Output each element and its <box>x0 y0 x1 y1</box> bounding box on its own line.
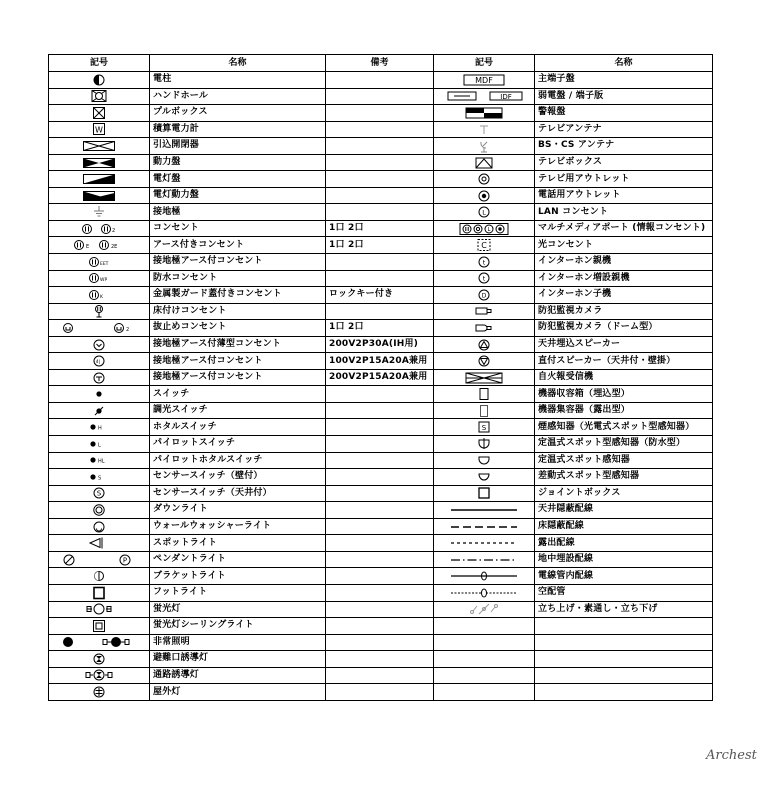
line-conduit-icon <box>434 568 535 585</box>
passage-light-icon <box>49 667 150 684</box>
header-symbol-2: 記号 <box>434 55 535 72</box>
item-note <box>326 601 434 618</box>
table-row <box>49 72 713 89</box>
item-note: 1口 2口 <box>326 320 434 337</box>
item-note <box>326 634 434 651</box>
ground-symbol-icon <box>49 204 150 221</box>
smoke-detector-icon <box>434 419 535 436</box>
outlet-earth-icon <box>49 237 150 254</box>
item-note: ロックキー付き <box>326 287 434 304</box>
svg-text:EET: EET <box>100 261 109 267</box>
diagonal-fill-rect-icon <box>49 187 150 204</box>
item-name-2: 主端子盤 <box>535 72 713 89</box>
table-row <box>49 618 713 635</box>
bs-antenna-icon <box>434 138 535 155</box>
ceiling-speaker-icon <box>434 336 535 353</box>
svg-text:t: t <box>482 275 486 283</box>
mdf-box-icon <box>434 72 535 89</box>
svg-text:2E: 2E <box>111 244 118 251</box>
handhole-box-icon <box>49 88 150 105</box>
idf-box-icon <box>434 88 535 105</box>
table-body <box>49 72 713 701</box>
table-row <box>49 138 713 155</box>
outdoor-light-icon <box>49 684 150 701</box>
table-row <box>49 386 713 403</box>
table-row <box>49 518 713 535</box>
item-note <box>326 270 434 287</box>
table-row <box>49 436 713 453</box>
item-name-2: インターホン親機 <box>535 254 713 271</box>
item-note <box>326 535 434 552</box>
item-name-2: 機器集容器（露出型） <box>535 402 713 419</box>
svg-text:4|: 4| <box>95 360 101 366</box>
empty-symbol-cell <box>434 667 535 684</box>
svg-text:2: 2 <box>126 326 130 333</box>
item-note <box>326 154 434 171</box>
item-name-2: テレビボックス <box>535 154 713 171</box>
item-name-2 <box>535 651 713 668</box>
header-symbol: 記号 <box>49 55 150 72</box>
item-name: 接地極アース付薄型コンセント <box>150 336 326 353</box>
item-name-2: インターホン子機 <box>535 287 713 304</box>
item-note <box>326 121 434 138</box>
item-name-2: 地中埋設配線 <box>535 551 713 568</box>
empty-symbol-cell <box>434 634 535 651</box>
item-name: 蛍光灯シーリングライト <box>150 618 326 635</box>
item-name-2: 弱電盤 / 端子版 <box>535 88 713 105</box>
header-name: 名称 <box>150 55 326 72</box>
item-note <box>326 187 434 204</box>
item-name-2: 自火報受信機 <box>535 369 713 386</box>
svg-text:S: S <box>98 475 102 482</box>
table-row <box>49 369 713 386</box>
item-name: ウォールウォッシャーライト <box>150 518 326 535</box>
item-name: センサースイッチ（天井付） <box>150 485 326 502</box>
item-note: 100V2P15A20A兼用 <box>326 353 434 370</box>
item-name: 調光スイッチ <box>150 402 326 419</box>
item-note <box>326 72 434 89</box>
item-note <box>326 402 434 419</box>
switch-l-icon <box>49 436 150 453</box>
item-name-2: 床隠蔽配線 <box>535 518 713 535</box>
joint-box-icon <box>434 485 535 502</box>
tv-box-icon <box>434 154 535 171</box>
item-name: 金属製ガード蓋付きコンセント <box>150 287 326 304</box>
item-note <box>326 138 434 155</box>
item-name: 電灯盤 <box>150 171 326 188</box>
table-row <box>49 402 713 419</box>
brand-logo: Archest <box>706 748 757 763</box>
empty-symbol-cell <box>434 618 535 635</box>
outlet-k-icon <box>49 287 150 304</box>
item-name: 引込開閉器 <box>150 138 326 155</box>
item-name: パイロットホタルスイッチ <box>150 452 326 469</box>
circle-t-icon <box>49 369 150 386</box>
item-note: 200V2P30A(IH用) <box>326 336 434 353</box>
dimmer-switch-icon <box>49 402 150 419</box>
direct-speaker-icon <box>434 353 535 370</box>
item-name-2: 防犯監視カメラ <box>535 303 713 320</box>
table-row <box>49 187 713 204</box>
table-row <box>49 237 713 254</box>
table-header-row <box>49 55 713 72</box>
item-name: 接地極アース付コンセント <box>150 254 326 271</box>
item-name-2: LAN コンセント <box>535 204 713 221</box>
floor-outlet-icon <box>49 303 150 320</box>
item-name-2: ジョイントボックス <box>535 485 713 502</box>
w-box-icon <box>49 121 150 138</box>
item-note <box>326 254 434 271</box>
item-name: スポットライト <box>150 535 326 552</box>
table-row <box>49 303 713 320</box>
item-name-2: インターホン増設親機 <box>535 270 713 287</box>
item-note <box>326 419 434 436</box>
thin-outlet-icon <box>49 336 150 353</box>
item-name: 非常照明 <box>150 634 326 651</box>
table-row <box>49 452 713 469</box>
bowtie-rect-icon <box>49 154 150 171</box>
wallwasher-icon <box>49 518 150 535</box>
item-note <box>326 386 434 403</box>
svg-text:L: L <box>487 226 491 233</box>
item-name-2: マルチメディアポート (情報コンセント) <box>535 220 713 237</box>
bracket-icon <box>49 568 150 585</box>
item-name: ハンドホール <box>150 88 326 105</box>
item-name-2 <box>535 667 713 684</box>
table-row <box>49 502 713 519</box>
item-name: 抜止めコンセント <box>150 320 326 337</box>
heat-detector-wp-icon <box>434 436 535 453</box>
item-note <box>326 303 434 320</box>
table-row <box>49 551 713 568</box>
table-row <box>49 270 713 287</box>
line-dash-dot-icon <box>434 551 535 568</box>
line-solid-icon <box>434 502 535 519</box>
item-name: ダウンライト <box>150 502 326 519</box>
item-note <box>326 171 434 188</box>
item-note <box>326 667 434 684</box>
line-short-dash-icon <box>434 535 535 552</box>
table-row <box>49 684 713 701</box>
item-name: パイロットスイッチ <box>150 436 326 453</box>
table-row <box>49 353 713 370</box>
table-row <box>49 171 713 188</box>
table-row <box>49 568 713 585</box>
item-note <box>326 436 434 453</box>
item-name-2: 煙感知器（光電式スポット型感知器） <box>535 419 713 436</box>
lan-outlet-icon <box>434 204 535 221</box>
item-name-2: テレビ用アウトレット <box>535 171 713 188</box>
item-name: プルボックス <box>150 105 326 122</box>
multimedia-port-icon <box>434 220 535 237</box>
item-name: アース付きコンセント <box>150 237 326 254</box>
item-note <box>326 684 434 701</box>
table-row <box>49 634 713 651</box>
ceiling-fluorescent-icon <box>49 618 150 635</box>
item-name: 通路誘導灯 <box>150 667 326 684</box>
riser-symbols-icon <box>434 601 535 618</box>
table-row <box>49 105 713 122</box>
circle-200-icon <box>49 353 150 370</box>
item-name-2: 立ち上げ・素通し・立ち下げ <box>535 601 713 618</box>
table-row <box>49 254 713 271</box>
item-name: 防水コンセント <box>150 270 326 287</box>
locking-outlet-icon <box>49 320 150 337</box>
table-row <box>49 154 713 171</box>
table-row <box>49 651 713 668</box>
svg-text:S: S <box>96 489 102 498</box>
item-name: 床付けコンセント <box>150 303 326 320</box>
item-name: 屋外灯 <box>150 684 326 701</box>
item-note <box>326 502 434 519</box>
item-note: 200V2P15A20A兼用 <box>326 369 434 386</box>
table-row <box>49 320 713 337</box>
fire-receiver-icon <box>434 369 535 386</box>
crossed-box-icon <box>49 105 150 122</box>
item-name-2: 電話用アウトレット <box>535 187 713 204</box>
item-name: ブラケットライト <box>150 568 326 585</box>
item-note <box>326 568 434 585</box>
svg-text:2: 2 <box>112 227 116 234</box>
table-row <box>49 121 713 138</box>
item-note <box>326 105 434 122</box>
item-name-2: 機器収容箱（埋込型） <box>535 386 713 403</box>
item-note <box>326 88 434 105</box>
item-name-2: 天井隠蔽配線 <box>535 502 713 519</box>
item-note <box>326 518 434 535</box>
item-note: 1口 2口 <box>326 237 434 254</box>
item-name-2: 空配管 <box>535 584 713 601</box>
heat-detector-icon <box>434 452 535 469</box>
alarm-panel-icon <box>434 105 535 122</box>
outlet-wp-icon <box>49 270 150 287</box>
svg-text:E: E <box>86 244 90 251</box>
intercom-extension-icon <box>434 270 535 287</box>
item-name: 接地極アース付コンセント <box>150 369 326 386</box>
svg-text:MDF: MDF <box>475 75 493 85</box>
intercom-sub-icon <box>434 287 535 304</box>
item-name-2: 防犯監視カメラ（ドーム型） <box>535 320 713 337</box>
line-long-dash-icon <box>434 518 535 535</box>
outlet-eet-icon <box>49 254 150 271</box>
item-note <box>326 485 434 502</box>
svg-text:IDF: IDF <box>500 93 512 102</box>
table-row <box>49 336 713 353</box>
table-row <box>49 88 713 105</box>
switch-h-icon <box>49 419 150 436</box>
footlight-icon <box>49 584 150 601</box>
header-note: 備考 <box>326 55 434 72</box>
item-note <box>326 651 434 668</box>
svg-text:W: W <box>95 125 103 135</box>
exit-light-icon <box>49 651 150 668</box>
item-name-2: 電線管内配線 <box>535 568 713 585</box>
item-name-2 <box>535 684 713 701</box>
item-name: 動力盤 <box>150 154 326 171</box>
item-name-2: 光コンセント <box>535 237 713 254</box>
item-name: フットライト <box>150 584 326 601</box>
svg-text:L: L <box>482 208 486 217</box>
item-name: 電灯動力盤 <box>150 187 326 204</box>
svg-text:HL: HL <box>98 458 105 465</box>
svg-text:H: H <box>98 425 102 432</box>
switch-s-icon <box>49 469 150 486</box>
phone-outlet-icon <box>434 187 535 204</box>
item-name-2: 天井埋込スピーカー <box>535 336 713 353</box>
outlet-icon <box>49 220 150 237</box>
empty-symbol-cell <box>434 651 535 668</box>
item-name-2: 警報盤 <box>535 105 713 122</box>
item-name: コンセント <box>150 220 326 237</box>
table-row <box>49 469 713 486</box>
svg-text:t: t <box>482 259 486 267</box>
rate-of-rise-detector-icon <box>434 469 535 486</box>
spotlight-icon <box>49 535 150 552</box>
item-name-2: 直付スピーカー（天井付・壁掛） <box>535 353 713 370</box>
tv-antenna-icon <box>434 121 535 138</box>
item-note <box>326 452 434 469</box>
line-empty-conduit-icon <box>434 584 535 601</box>
svg-text:C: C <box>481 241 487 251</box>
svg-text:D: D <box>481 292 487 300</box>
switch-hl-icon <box>49 452 150 469</box>
svg-text:K: K <box>100 294 103 300</box>
item-note <box>326 469 434 486</box>
svg-text:L: L <box>98 442 101 449</box>
item-name-2: 差動式スポット型感知器 <box>535 469 713 486</box>
device-box-embedded-icon <box>434 386 535 403</box>
table-row <box>49 535 713 552</box>
crossed-rect-icon <box>49 138 150 155</box>
half-filled-circle-icon <box>49 72 150 89</box>
svg-text:P: P <box>122 556 128 565</box>
item-name: 積算電力計 <box>150 121 326 138</box>
symbol-legend-table <box>48 54 713 701</box>
emergency-light-icon <box>49 634 150 651</box>
svg-text:S: S <box>481 424 487 433</box>
device-box-exposed-icon <box>434 402 535 419</box>
item-name-2 <box>535 618 713 635</box>
item-name: 接地極 <box>150 204 326 221</box>
item-note <box>326 618 434 635</box>
table-row <box>49 601 713 618</box>
item-name: 接地極アース付コンセント <box>150 353 326 370</box>
svg-text:WP: WP <box>100 278 108 284</box>
item-name-2: BS・CS アンテナ <box>535 138 713 155</box>
tv-outlet-icon <box>434 171 535 188</box>
item-name-2: 定温式スポット型感知器（防水型） <box>535 436 713 453</box>
item-name-2 <box>535 634 713 651</box>
header-name-2: 名称 <box>535 55 713 72</box>
item-name-2: テレビアンテナ <box>535 121 713 138</box>
circle-s-icon <box>49 485 150 502</box>
table-row <box>49 204 713 221</box>
diagonal-half-rect-icon <box>49 171 150 188</box>
item-note <box>326 584 434 601</box>
pendant-icon <box>49 551 150 568</box>
fluorescent-icon <box>49 601 150 618</box>
item-note <box>326 204 434 221</box>
item-name: ホタルスイッチ <box>150 419 326 436</box>
item-name: スイッチ <box>150 386 326 403</box>
downlight-icon <box>49 502 150 519</box>
item-name: 避難口誘導灯 <box>150 651 326 668</box>
item-name-2: 露出配線 <box>535 535 713 552</box>
item-note: 1口 2口 <box>326 220 434 237</box>
table-row <box>49 287 713 304</box>
table-row <box>49 419 713 436</box>
table-row <box>49 667 713 684</box>
item-note <box>326 551 434 568</box>
security-camera-icon <box>434 303 535 320</box>
item-name: 電柱 <box>150 72 326 89</box>
table-row <box>49 220 713 237</box>
switch-dot-icon <box>49 386 150 403</box>
table-row <box>49 584 713 601</box>
optical-outlet-icon <box>434 237 535 254</box>
item-name: センサースイッチ（壁付） <box>150 469 326 486</box>
dome-camera-icon <box>434 320 535 337</box>
item-name: ペンダントライト <box>150 551 326 568</box>
empty-symbol-cell <box>434 684 535 701</box>
intercom-main-icon <box>434 254 535 271</box>
item-name-2: 定温式スポット感知器 <box>535 452 713 469</box>
table-row <box>49 485 713 502</box>
item-name: 蛍光灯 <box>150 601 326 618</box>
